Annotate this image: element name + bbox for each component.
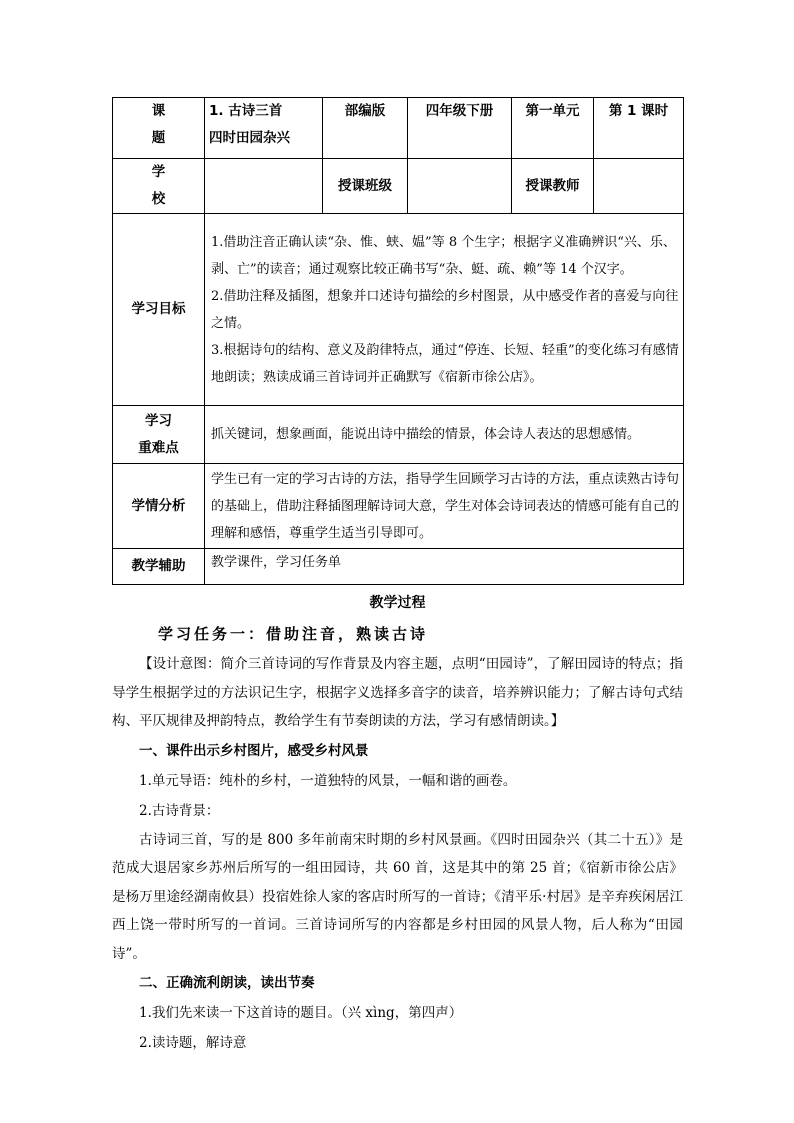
key-points-text: 抓关键词，想象画面，能说出诗中描绘的情景，体会诗人表达的思想感情。 (205, 406, 684, 464)
item-unit-intro: 1.单元导语：纯朴的乡村，一道独特的风景，一幅和谐的画卷。 (139, 772, 517, 789)
title-row (113, 98, 684, 159)
school-value (205, 159, 323, 214)
unit-cell: 第一单元 (512, 98, 594, 159)
item-read-title-meaning: 2.读诗题，解诗意 (139, 1035, 247, 1051)
task1-title: 学习任务一：借助注音，熟读古诗 (158, 625, 429, 643)
objectives-row (113, 214, 684, 406)
lesson-info-table (112, 97, 684, 585)
design-intent: 【设计意图：简介三首诗词的写作背景及内容主题，点明“田园诗”，了解田园诗的特点；指导学生根据学过的方法识记生字，根据字义选择多音字的读音，培养辨识能力；了解古诗句式结构、平仄规律及押韵特点，教给学生有节奏朗读的方法，学习有感情朗读。】 (112, 656, 683, 729)
lesson-title-line2: 四时田园杂兴 (209, 130, 290, 146)
lesson-number-cell: 第 1 课时 (594, 98, 684, 159)
lesson-title-line1: 1. 古诗三首 (209, 103, 283, 119)
lesson-title-cell (205, 98, 323, 159)
item-poem-background: 2.古诗背景： (139, 802, 220, 819)
key-points-label-cell (113, 406, 205, 464)
class-value (408, 159, 512, 214)
school-label: 学 校 (113, 159, 205, 214)
teacher-value (594, 159, 684, 214)
school-row (113, 159, 684, 214)
aids-row (113, 549, 684, 585)
key-points-label-line1: 学习 (145, 412, 172, 429)
analysis-text: 学生已有一定的学习古诗的方法，指导学生回顾学习古诗的方法，重点读熟古诗句的基础上，借助注释插图理解诗词大意，学生对体会诗词表达的情感可能有自己的理解和感悟，尊重学生适当引导即可。 (205, 464, 684, 549)
key-points-label-line2: 重难点 (138, 439, 179, 456)
class-label: 授课班级 (323, 159, 408, 214)
objectives-text: 1.借助注音正确认读“杂、惟、蛱、媪”等 8 个生字；根据字义准确辨识“兴、乐、剥、亡”的读音；通过观察比较正确书写“杂、蜓、疏、赖”等 14 个汉字。 2.借助注释及插图，想象并口述诗句描绘的乡村图景，从中感受作者的喜爱与向往之情。 3.根据诗句的结构、意义及韵律特点，通过“停连、长短、轻重”的变化练习有感情地朗读；熟读成诵三首诗词并正确默写《宿新市徐公店》。 (205, 214, 684, 406)
topic-label: 课 题 (113, 98, 205, 159)
analysis-row (113, 464, 684, 549)
objectives-label: 学习目标 (113, 214, 205, 406)
aids-text: 教学课件，学习任务单 (205, 549, 684, 585)
teacher-label: 授课教师 (512, 159, 594, 214)
background-paragraph: 古诗词三首，写的是 800 多年前南宋时期的乡村风景画。《四时田园杂兴（其二十五）》是范成大退居家乡苏州后所写的一组田园诗，共 60 首，这是其中的第 25 首；《宿新市徐公店》是杨万里途经湖南攸县）投宿姓徐人家的客店时所写的一首诗；《清平乐·村居》是辛弃疾闲居江西上饶一带时所写的一首词。三首诗词所写的内容都是乡村田园的风景人物，后人称为“田园诗”。 (112, 831, 683, 962)
aids-label: 教学辅助 (113, 549, 205, 585)
process-title: 教学过程 (369, 595, 426, 611)
heading-2: 二、正确流利朗读，读出节奏 (139, 975, 315, 991)
key-points-row (113, 406, 684, 464)
teaching-process-section (112, 588, 683, 1058)
edition-cell: 部编版 (323, 98, 408, 159)
grade-cell: 四年级下册 (408, 98, 512, 159)
analysis-label: 学情分析 (113, 464, 205, 549)
heading-1: 一、课件出示乡村图片，感受乡村风景 (139, 742, 369, 759)
item-read-title: 1.我们先来读一下这首诗的题目。（兴 xìng，第四声） (139, 1005, 463, 1021)
